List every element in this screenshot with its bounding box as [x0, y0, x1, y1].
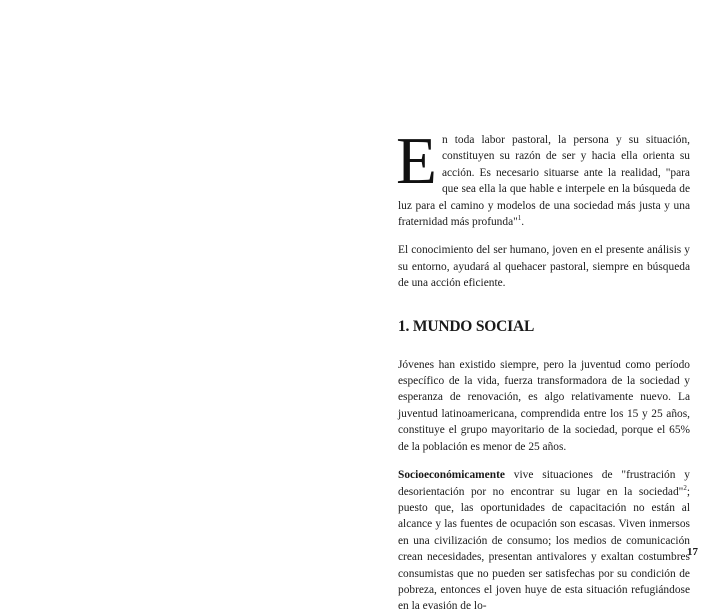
intro-paragraph: [396, 124, 690, 230]
footnote-ref-2: 2: [683, 483, 687, 492]
intro-text: n toda labor pastoral, la persona y su situación, constituyen su razón de ser y hacia ella orienta su acción. Es necesario situarse ante la realidad, "para que sea ella la que hable e interpele en la búsqueda de luz para el camino y modelos de una sociedad más justa y una fraternidad más profunda": [398, 134, 690, 229]
youth-paragraph: Jóvenes han existido siempre, pero la juventud como período específico de la vida, fuerza transformadora de la sociedad y esperanza de renovación, es algo relativamente nuevo. La juventud latinoamericana, comprendida entre los 15 y 25 años, constituye el grupo mayoritario de la sociedad, porque el 65% de la población es menor de 25 años.: [398, 358, 690, 453]
text-column: [396, 124, 690, 615]
knowledge-paragraph: El conocimiento del ser humano, joven en el presente análisis y su entorno, ayudará al quehacer pastoral, siempre en búsqueda de una acción eficiente.: [398, 244, 690, 290]
bold-lead: Socioeconómicamente: [398, 469, 505, 482]
socioeconomic-text-a: vive situaciones de "frustración y desorientación por no encontrar su lugar en la sociedad": [398, 469, 690, 498]
intro-end: .: [521, 216, 525, 229]
footnote-ref-1: 1: [517, 214, 522, 223]
drop-cap: E: [396, 124, 437, 198]
section-heading: 1. MUNDO SOCIAL: [398, 317, 535, 335]
socioeconomic-text-b: ; puesto que, las oportunidades de capacitación no están al alcance y las fuentes de ocupación son escasas. Viven inmersos en una civilización de consumo; los medios de comunicación crean necesidades, presentan antivalores y exaltan costumbres consumistas que no pueden ser satisfechas por su condición de pobreza, entonces el joven huye de esta situación refugiándose en la evasión de lo-: [398, 485, 690, 613]
page-number: 17: [687, 546, 698, 558]
socioeconomic-paragraph: [398, 467, 690, 615]
